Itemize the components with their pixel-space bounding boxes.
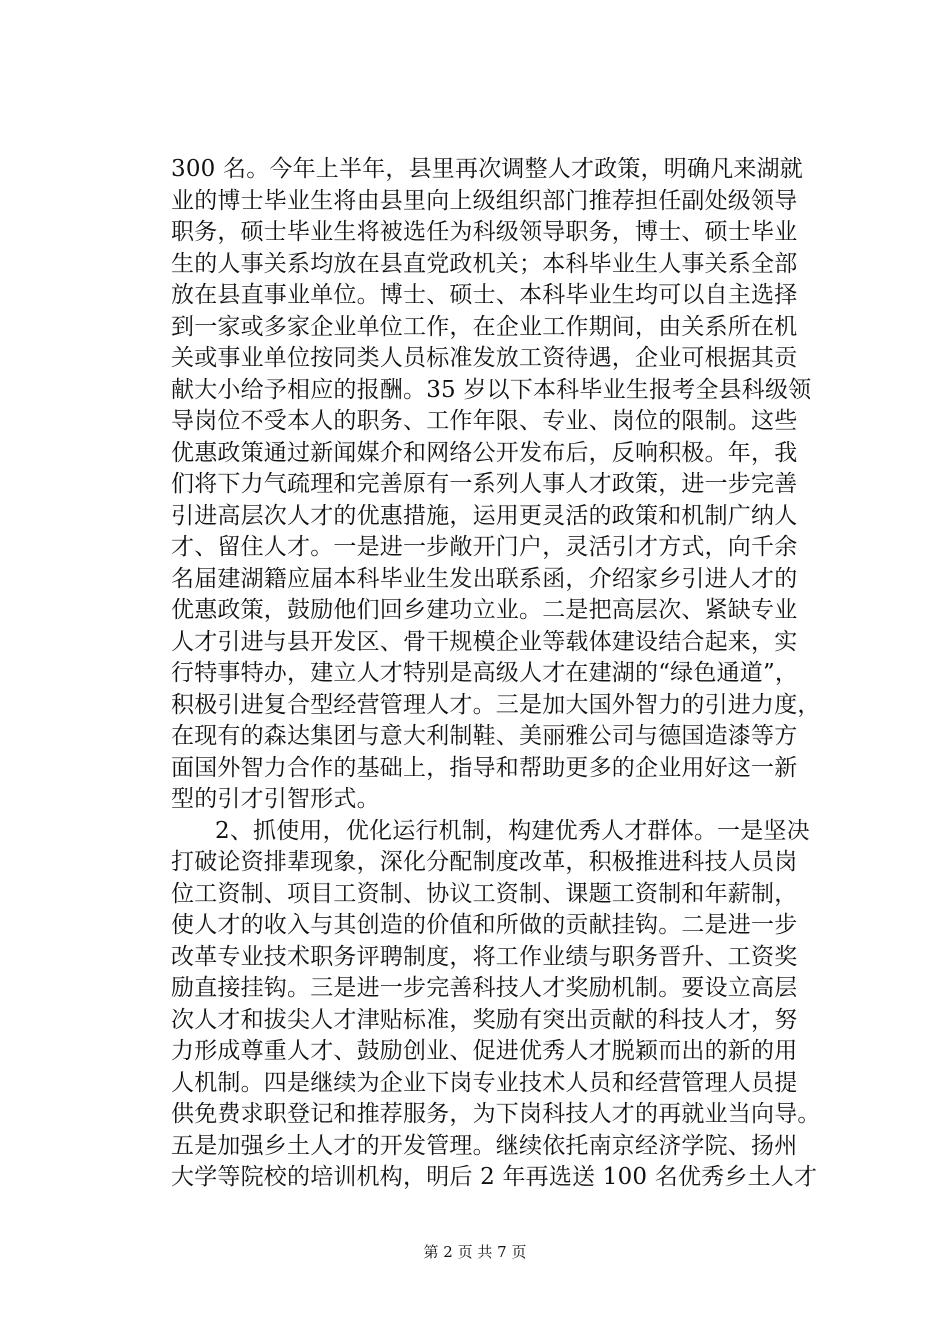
text-line: 业的博士毕业生将由县里向上级组织部门推荐担任副处级领导 [171, 187, 798, 214]
text-line: 人机制。四是继续为企业下岗专业技术人员和经营管理人员提 [171, 1069, 798, 1096]
text-line: 使人才的收入与其创造的价值和所做的贡献挂钩。二是进一步 [171, 912, 798, 938]
text-line: 行特事特办，建立人才特别是高级人才在建湖的“绿色通道”， [171, 660, 799, 686]
text-line: 名届建湖籍应届本科毕业生发出联系函，介绍家乡引进人才的 [171, 565, 798, 592]
text-line: 才、留住人才。一是进一步敞开门户，灵活引才方式，向千余 [171, 534, 798, 560]
text-line: 大学等院校的培训机构，明后 2 年再选送 100 名优秀乡土人才 [171, 1164, 818, 1190]
text-line: 打破论资排辈现象，深化分配制度改革，积极推进科技人员岗 [171, 849, 798, 875]
text-line: 300 名。今年上半年，县里再次调整人才政策，明确凡来湖就 [171, 156, 804, 182]
text-line: 优惠政策，鼓励他们回乡建功立业。二是把高层次、紧缺专业 [171, 597, 798, 623]
page-number-footer: 第 2 页 共 7 页 [423, 1243, 527, 1261]
text-line: 们将下力气疏理和完善原有一系列人事人才政策，进一步完善 [171, 471, 798, 497]
text-line: 到一家或多家企业单位工作，在企业工作期间，由关系所在机 [171, 313, 798, 340]
text-line: 型的引才引智形式。 [171, 786, 380, 812]
text-line: 位工资制、项目工资制、协议工资制、课题工资制和年薪制， [171, 880, 798, 907]
text-line: 力形成尊重人才、鼓励创业、促进优秀人才脱颖而出的新的用 [171, 1038, 798, 1064]
text-line: 生的人事关系均放在县直党政机关；本科毕业生人事关系全部 [171, 250, 798, 277]
text-line: 供免费求职登记和推荐服务，为下岗科技人才的再就业当向导。 [171, 1101, 821, 1127]
text-line: 五是加强乡土人才的开发管理。继续依托南京经济学院、扬州 [171, 1132, 798, 1159]
text-line: 优惠政策通过新闻媒介和网络公开发布后，反响积极。年，我 [171, 439, 798, 466]
text-line: 改革专业技术职务评聘制度，将工作业绩与职务晋升、工资奖 [171, 943, 798, 970]
text-line: 职务，硕士毕业生将被选任为科级领导职务，博士、硕士毕业 [171, 219, 798, 245]
text-line: 关或事业单位按同类人员标准发放工资待遇，企业可根据其贡 [171, 345, 798, 371]
paragraph-start-line: 2、抓使用，优化运行机制，构建优秀人才群体。一是坚决 [215, 817, 810, 844]
text-line: 次人才和拔尖人才津贴标准，奖励有突出贡献的科技人才，努 [171, 1006, 798, 1033]
text-line: 人才引进与县开发区、骨干规模企业等载体建设结合起来，实 [171, 628, 798, 655]
text-line: 励直接挂钩。三是进一步完善科技人才奖励机制。要设立高层 [171, 975, 798, 1001]
text-line: 导岗位不受本人的职务、工作年限、专业、岗位的限制。这些 [171, 408, 798, 434]
text-line: 面国外智力合作的基础上，指导和帮助更多的企业用好这一新 [171, 754, 798, 781]
text-line: 积极引进复合型经营管理人才。三是加大国外智力的引进力度， [171, 691, 821, 718]
text-line: 献大小给予相应的报酬。35 岁以下本科毕业生报考全县科级领 [171, 376, 812, 403]
text-line: 放在县直事业单位。博士、硕士、本科毕业生均可以自主选择 [171, 282, 798, 308]
document-body [171, 154, 821, 1194]
text-line: 引进高层次人才的优惠措施，运用更灵活的政策和机制广纳人 [171, 502, 798, 529]
text-line: 在现有的森达集团与意大利制鞋、美丽雅公司与德国造漆等方 [171, 723, 798, 749]
